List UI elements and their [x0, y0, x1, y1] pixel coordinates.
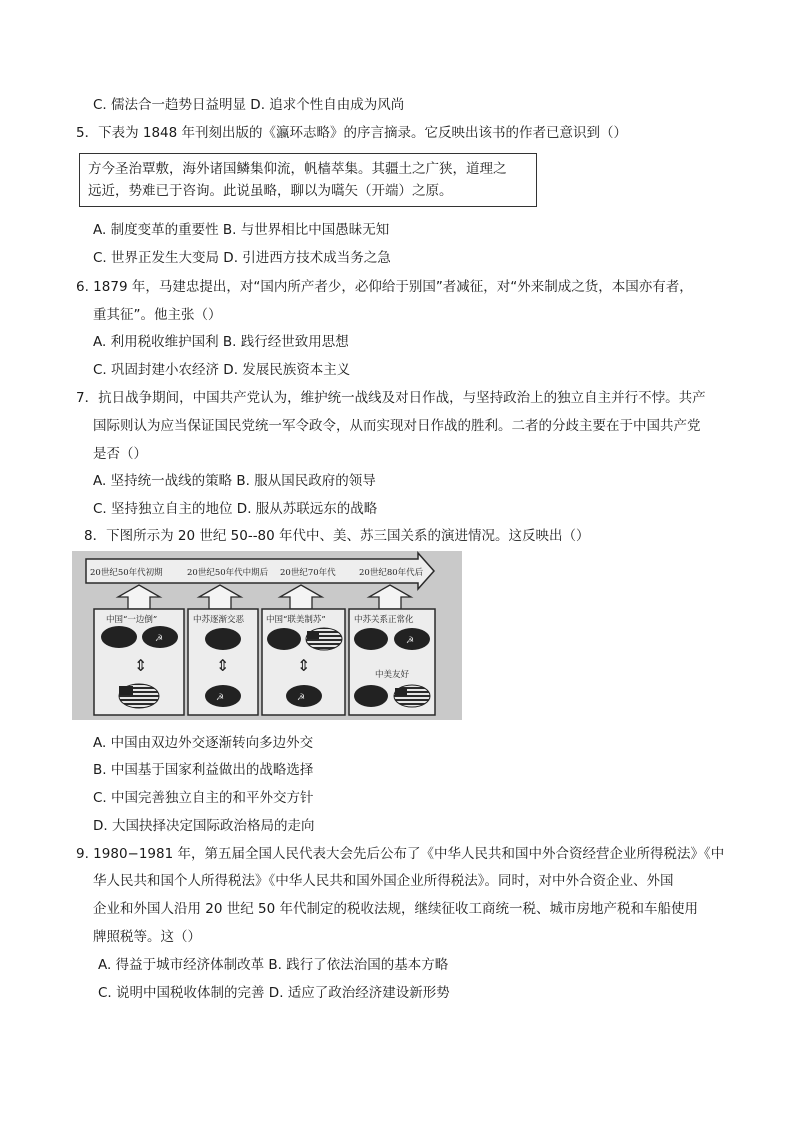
- timeline-label: 20世纪70年代: [280, 568, 336, 578]
- hammer-sickle-icon: ☭: [297, 693, 306, 703]
- panel-title: 中苏逐渐交恶: [193, 615, 245, 625]
- q5-options-ab: A. 制度变革的重要性 B. 与世界相比中国愚昧无知: [93, 222, 390, 238]
- china-flag-icon: [354, 628, 388, 650]
- q7-stem-cont: 是否（）: [93, 446, 147, 462]
- q8-stem: 8．下图所示为 20 世纪 50--80 年代中、美、苏三国关系的演进情况。这反映出（）: [84, 528, 590, 544]
- panel-title: 中苏关系正常化: [354, 615, 414, 625]
- q6-options-ab: A. 利用税收维护国利 B. 践行经世致用思想: [93, 334, 349, 350]
- q6-stem: 6. 1879 年，马建忠提出，对“国内所产者少，必仰给于别国”者减征，对“外来制成之货，本国亦有者，: [76, 279, 693, 295]
- q5-options-cd: C. 世界正发生大变局 D. 引进西方技术成当务之急: [93, 250, 391, 266]
- us-flag-canton: [307, 631, 319, 639]
- q9-options-cd: C. 说明中国税收体制的完善 D. 适应了政治经济建设新形势: [98, 985, 450, 1001]
- bidirectional-arrow-icon: ⇕: [216, 656, 230, 675]
- bidirectional-arrow-icon: ⇕: [134, 656, 148, 675]
- us-flag-canton: [119, 686, 133, 695]
- q5-quote-box: [79, 153, 537, 207]
- timeline-label: 20世纪50年代初期: [90, 568, 163, 578]
- timeline-label: 20世纪80年代后: [359, 568, 424, 578]
- q9-stem-cont: 企业和外国人沿用 20 世纪 50 年代制定的税收法规，继续征收工商统一税、城市房地产税和车船使用: [93, 901, 699, 917]
- q9-options-ab: A. 得益于城市经济体制改革 B. 践行了依法治国的基本方略: [98, 957, 449, 973]
- q8-option-a: A. 中国由双边外交逐渐转向多边外交: [93, 735, 314, 751]
- timeline-label: 20世纪50年代中期后: [187, 568, 269, 578]
- hammer-sickle-icon: ☭: [155, 634, 164, 644]
- q5-stem: 5．下表为 1848 年刊刻出版的《瀛环志略》的序言摘录。它反映出该书的作者已意识到（）: [76, 125, 628, 141]
- hammer-sickle-icon: ☭: [406, 636, 415, 646]
- q5-quote-line: 远近，势难已于咨询。此说虽略，聊以为嚆矢（开端）之原。: [88, 183, 453, 199]
- q7-stem-cont: 国际则认为应当保证国民党统一军令政令，从而实现对日作战的胜利。二者的分歧主要在于中国共产党: [93, 418, 701, 434]
- china-flag-icon: [354, 685, 388, 707]
- q4-options-cd: C. 儒法合一趋势日益明显 D. 追求个性自由成为风尚: [93, 97, 405, 113]
- q7-stem: 7．抗日战争期间，中国共产党认为，维护统一战线及对日作战，与坚持政治上的独立自主并行不悖。共产: [76, 390, 706, 406]
- hammer-sickle-icon: ☭: [216, 693, 225, 703]
- q8-option-b: B. 中国基于国家利益做出的战略选择: [93, 762, 314, 778]
- q9-stem-cont: 华人民共和国个人所得税法》《中华人民共和国外国企业所得税法》。同时，对中外合资企业、外国: [93, 873, 674, 889]
- q8-option-c: C. 中国完善独立自主的和平外交方针: [93, 790, 314, 806]
- q5-quote-line: 方今圣治覃敷，海外诸国鳞集仰流，帆樯萃集。其疆土之广狭，道理之: [88, 161, 507, 177]
- bidirectional-arrow-icon: ⇕: [297, 656, 311, 675]
- us-flag-canton: [395, 688, 407, 696]
- china-flag-icon: [267, 628, 301, 650]
- q7-options-cd: C. 坚持独立自主的地位 D. 服从苏联远东的战略: [93, 501, 378, 517]
- sino-us-soviet-relations-diagram: [72, 551, 462, 720]
- q7-options-ab: A. 坚持统一战线的策略 B. 服从国民政府的领导: [93, 473, 376, 489]
- china-flag-icon: [205, 628, 241, 650]
- q8-option-d: D. 大国抉择决定国际政治格局的走向: [93, 818, 315, 834]
- q9-stem: 9. 1980−1981 年，第五届全国人民代表大会先后公布了《中华人民共和国中外合资经营企业所得税法》《中: [76, 846, 725, 862]
- q6-stem-cont: 重其征”。他主张（）: [93, 307, 222, 323]
- panel-subtitle: 中美友好: [375, 670, 410, 680]
- q9-stem-cont: 牌照税等。这（）: [93, 929, 201, 945]
- panel-title: 中国“联美制苏”: [266, 615, 326, 625]
- china-flag-icon: [101, 626, 137, 648]
- panel-title: 中国“一边倒”: [106, 615, 158, 625]
- q6-options-cd: C. 巩固封建小农经济 D. 发展民族资本主义: [93, 362, 351, 378]
